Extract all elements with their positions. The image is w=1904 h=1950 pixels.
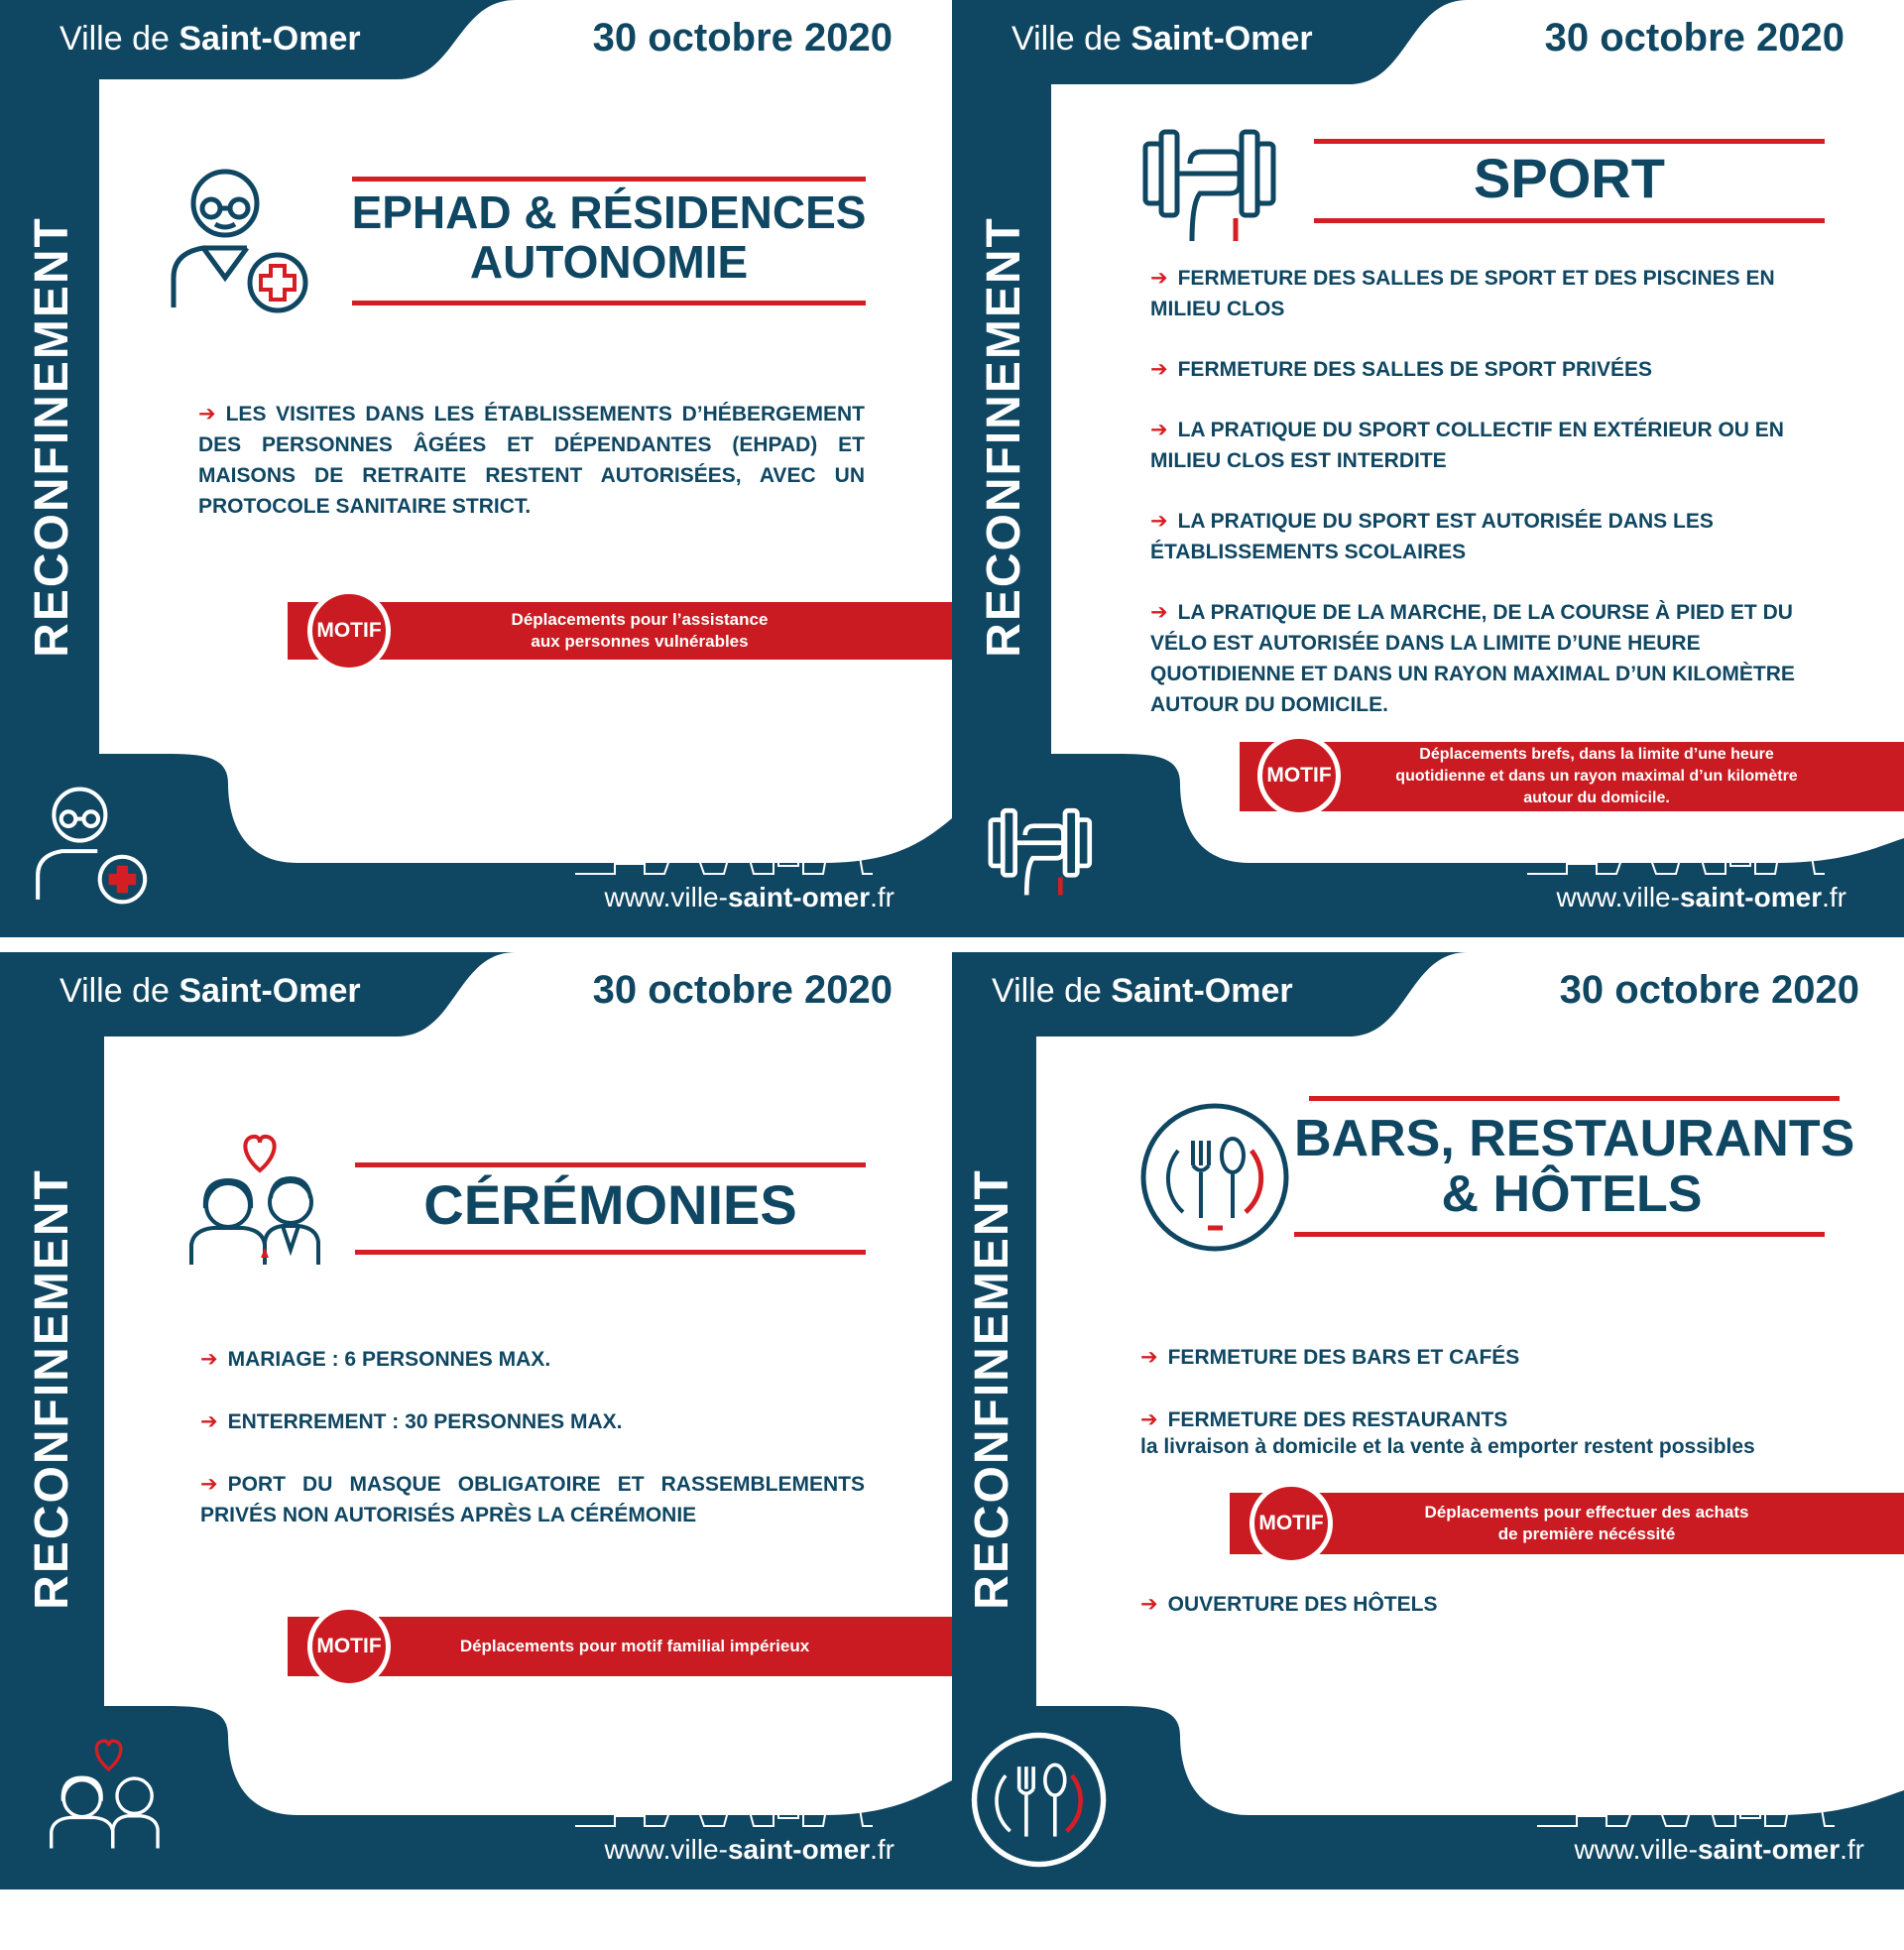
brand-label: Ville de Saint-Omer [60,20,361,58]
bullet-item: ➔ PORT DU MASQUE OBLIGATOIRE ET RASSEMBLEMENTS PRIVÉS NON AUTORISÉS APRÈS LA CÉRÉMONIE [200,1473,865,1526]
title-rule-bottom [1314,218,1825,223]
city-skyline-icon [575,830,873,878]
panel-title: SPORT [1474,147,1665,209]
brand-label: Ville de Saint-Omer [992,972,1293,1010]
bullet-item: ➔ FERMETURE DES RESTAURANTS [1140,1408,1508,1431]
date-label: 30 octobre 2020 [592,16,892,60]
side-label: RECONFINEMENT [977,215,1030,658]
bullet-item: ➔ OUVERTURE DES HÔTELS [1140,1593,1438,1616]
motif-bar: Déplacements brefs, dans la limite d’une heure quotidienne et dans un rayon maximal d’un kilomètre autour du domicile. [1240,742,1904,811]
title-rule-top [352,177,866,182]
bullet-item: ➔ ENTERREMENT : 30 PERSONNES MAX. [200,1410,623,1433]
brand-label: Ville de Saint-Omer [60,972,361,1010]
panel-sport [952,0,1904,937]
dumbbell-fist-icon [1140,124,1294,243]
bullet-list [1150,263,1835,749]
title-rule-bottom [355,1250,866,1255]
bullet-item: ➔ MARIAGE : 6 PERSONNES MAX. [200,1348,551,1371]
wedding-couple-icon [183,1131,337,1270]
brand-label: Ville de Saint-Omer [1012,20,1313,58]
bullet-item: ➔ LA PRATIQUE DU SPORT EST AUTORISÉE DANS LES ÉTABLISSEMENTS SCOLAIRES [1150,510,1714,563]
website-url[interactable]: www.ville-saint-omer.fr [1574,1834,1864,1865]
motif-bar: Déplacements pour motif familial impérieux [288,1617,952,1676]
title-rule-top [355,1162,866,1167]
bullet-list-after [1140,1589,1835,1648]
title-rule-top [1314,139,1825,144]
side-label: RECONFINEMENT [965,1167,1018,1610]
title-rule-top [1309,1096,1840,1101]
bullet-item: ➔ FERMETURE DES BARS ET CAFÉS [1140,1346,1520,1369]
bullet-item: ➔ LA PRATIQUE DU SPORT COLLECTIF EN EXTÉRIEUR OU EN MILIEU CLOS EST INTERDITE [1150,419,1784,472]
side-label: RECONFINEMENT [25,1167,78,1610]
wedding-couple-corner-icon [45,1736,174,1853]
motif-bar: Déplacements pour l’assistance aux personnes vulnérables [288,602,952,660]
title-rule-bottom [1294,1232,1825,1237]
motif-bar: Déplacements pour effectuer des achats de première nécéssité [1230,1493,1904,1554]
elderly-person-icon [164,159,322,317]
date-label: 30 octobre 2020 [1544,16,1844,60]
panel-bars [952,952,1904,1889]
panel-ceremonies [0,952,952,1889]
title-rule-bottom [352,301,866,305]
website-url[interactable]: www.ville-saint-omer.fr [604,1834,894,1865]
fork-spoon-plate-icon [1138,1101,1292,1255]
motif-badge: MOTIF [307,1605,391,1688]
date-label: 30 octobre 2020 [592,968,892,1012]
bullet-item: ➔ FERMETURE DES SALLES DE SPORT PRIVÉES [1150,358,1653,381]
elderly-person-corner-icon [30,779,159,908]
date-label: 30 octobre 2020 [1559,968,1859,1012]
delivery-note: la livraison à domicile et la vente à emporter restent possibles [1140,1435,1755,1458]
fork-spoon-plate-corner-icon [970,1731,1109,1870]
panel-title: CÉRÉMONIES [423,1173,797,1236]
panel-title: EPHAD & RÉSIDENCES AUTONOMIE [351,186,867,288]
bullet-list [200,1344,865,1559]
motif-badge: MOTIF [307,589,391,672]
bullet-list [198,399,865,550]
motif-badge: MOTIF [1250,1482,1333,1565]
city-skyline-icon [1527,830,1825,878]
website-url[interactable]: www.ville-saint-omer.fr [1556,882,1846,913]
side-label: RECONFINEMENT [25,215,78,658]
bullet-item: ➔ LES VISITES DANS LES ÉTABLISSEMENTS D’HÉBERGEMENT DES PERSONNES ÂGÉES ET DÉPENDANTES (EHPAD) ET MAISONS DE RETRAITE RESTENT AUTORISÉES, AVEC UN PROTOCOLE SANITAIRE STRICT. [198,403,865,518]
dumbbell-fist-corner-icon [987,798,1106,903]
panel-ehpad [0,0,952,937]
bullet-list [1140,1342,1835,1459]
city-skyline-icon [575,1782,873,1830]
motif-badge: MOTIF [1257,734,1341,817]
city-skyline-icon [1537,1782,1835,1830]
website-url[interactable]: www.ville-saint-omer.fr [604,882,894,913]
bullet-item: ➔ LA PRATIQUE DE LA MARCHE, DE LA COURSE À PIED ET DU VÉLO EST AUTORISÉE DANS LA LIMITE D’UNE HEURE QUOTIDIENNE ET DANS UN RAYON MAXIMAL D’UN KILOMÈTRE AUTOUR DU DOMICILE. [1150,601,1795,716]
bullet-item: ➔ FERMETURE DES SALLES DE SPORT ET DES PISCINES EN MILIEU CLOS [1150,267,1775,320]
panel-title: BARS, RESTAURANTS & HÔTELS [1294,1110,1855,1224]
